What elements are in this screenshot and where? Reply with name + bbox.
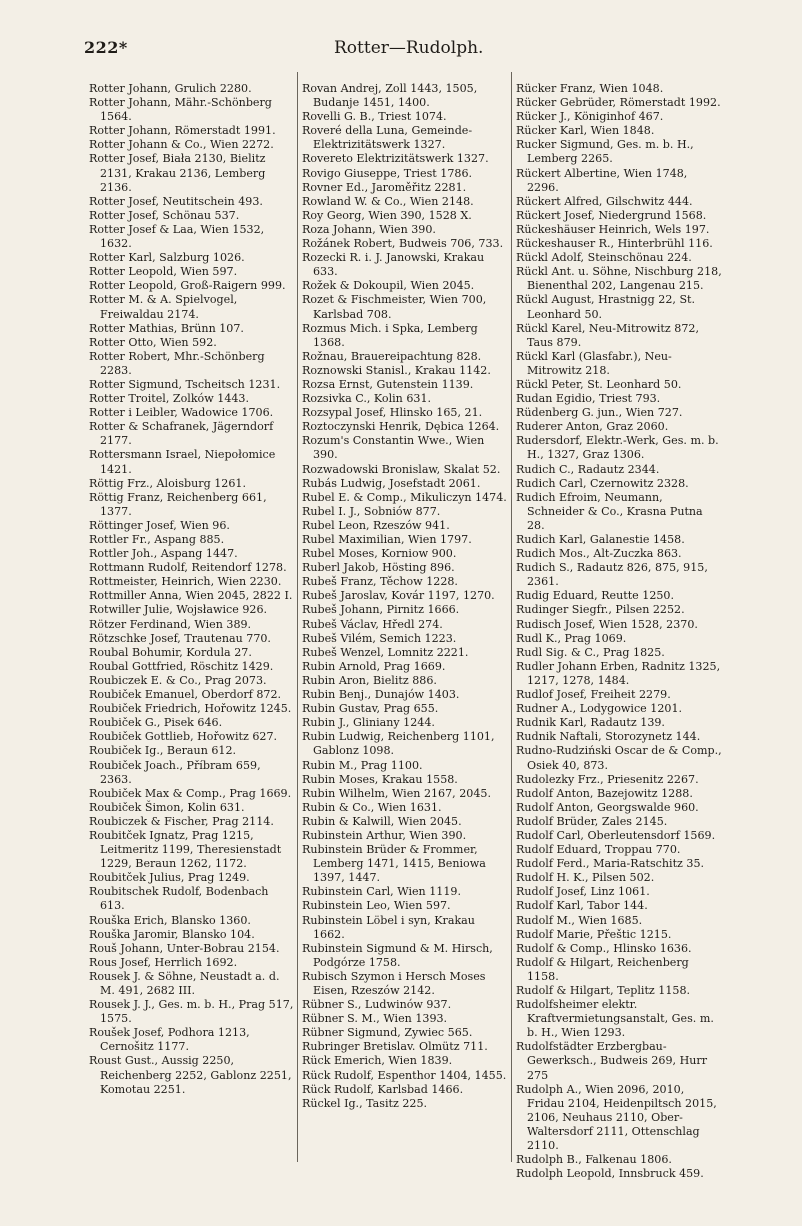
directory-entry: Rowland W. & Co., Wien 2148. <box>302 194 474 208</box>
directory-entry: Rudolf Anton, Georgswalde 960. <box>516 800 699 814</box>
directory-entry: Rovelli G. B., Triest 1074. <box>302 110 447 124</box>
directory-entry: Roubiček Emanuel, Oberdorf 872. <box>89 688 282 702</box>
directory-entry: Rücker Karl, Wien 1848. <box>516 124 655 138</box>
directory-entry: Rudnik Naftali, Storozynetz 144. <box>516 730 701 744</box>
directory-entry: Rotter Johann & Co., Wien 2272. <box>89 138 274 152</box>
directory-entry: Roubiček Max & Comp., Prag 1669. <box>89 786 292 800</box>
directory-entry: Rozecki R. i. J. Janowski, Krakau 633. <box>302 251 485 279</box>
running-head: Rotter—Rudolph. <box>334 38 484 58</box>
directory-entry: Roušek Josef, Podhora 1213, Cernošitz 1177. <box>89 1026 250 1054</box>
directory-entry: Roubiček Ig., Beraun 612. <box>89 744 237 758</box>
directory-entry: Rozet & Fischmeister, Wien 700, Karlsbad 708. <box>302 293 487 321</box>
directory-entry: Rotter Leopold, Groß-Raigern 999. <box>89 279 286 293</box>
directory-entry: Rudolf Karl, Tabor 144. <box>516 899 648 913</box>
directory-entry: Rozmus Mich. i Spka, Lemberg 1368. <box>302 321 478 349</box>
directory-entry: Rotter i Leibler, Wadowice 1706. <box>89 406 274 420</box>
directory-entry: Roubiček Joach., Příbram 659, 2363. <box>89 758 261 786</box>
directory-entry: Rudl K., Prag 1069. <box>516 631 627 645</box>
directory-entry: Rückeshäuser Heinrich, Wels 197. <box>516 222 710 236</box>
directory-entry: Rübner S. M., Wien 1393. <box>302 1012 448 1026</box>
directory-entry: Rubinstein Leo, Wien 597. <box>302 899 451 913</box>
directory-entry: Rotter Josef, Biała 2130, Bielitz 2131, Krakau 2136, Lemberg 2136. <box>89 152 266 194</box>
directory-entry: Roubal Gottfried, Röschitz 1429. <box>89 659 274 673</box>
directory-entry: Rubeš Jaroslav, Kovár 1197, 1270. <box>302 589 495 603</box>
directory-entry: Rudolfstädter Erzbergbau-Gewerksch., Budweis 269, Hurr 275 <box>516 1040 708 1082</box>
directory-entry: Rudolf & Hilgart, Reichenberg 1158. <box>516 955 689 983</box>
directory-entry: Rudolf Carl, Oberleutensdorf 1569. <box>516 828 716 842</box>
directory-entry: Rudolf Josef, Linz 1061. <box>516 885 650 899</box>
directory-entry: Rudich Mos., Alt-Zuczka 863. <box>516 547 682 561</box>
directory-entry: Rüdenberg G. jun., Wien 727. <box>516 406 683 420</box>
directory-entry: Rubeš Wenzel, Lomnitz 2221. <box>302 645 469 659</box>
directory-entry: Rudnik Karl, Radautz 139. <box>516 716 665 730</box>
directory-entry: Rudan Egidio, Triest 793. <box>516 392 661 406</box>
directory-entry: Rubin Arnold, Prag 1669. <box>302 659 446 673</box>
column-rule <box>511 72 512 1162</box>
directory-entry: Rubin Gustav, Prag 655. <box>302 702 439 716</box>
directory-entry: Rotter Otto, Wien 592. <box>89 335 217 349</box>
column-rule <box>297 72 298 1162</box>
directory-entry: Rudolf Eduard, Troppau 770. <box>516 843 681 857</box>
directory-entry: Rozsypal Josef, Hlinsko 165, 21. <box>302 406 483 420</box>
directory-entry: Rudersdorf, Elektr.-Werk, Ges. m. b. H., 1327, Graz 1306. <box>516 434 719 462</box>
page-number: 222* <box>84 38 128 57</box>
directory-entry: Rücker Gebrüder, Römerstadt 1992. <box>516 96 721 110</box>
page-header <box>84 38 718 62</box>
directory-entry: Rudolf M., Wien 1685. <box>516 913 643 927</box>
directory-entry: Rudno-Rudziński Oscar de & Comp., Osiek 40, 873. <box>516 744 722 772</box>
directory-entry: Rozsa Ernst, Gutenstein 1139. <box>302 377 474 391</box>
directory-entry: Röttig Frz., Aloisburg 1261. <box>89 476 246 490</box>
directory-entry: Rotter Leopold, Wien 597. <box>89 265 238 279</box>
directory-entry: Rubel Moses, Korniow 900. <box>302 547 457 561</box>
directory-entry: Rubeš Václav, Hředl 274. <box>302 617 443 631</box>
directory-entry: Rücker J., Königinhof 467. <box>516 110 664 124</box>
directory-entry: Rouš Johann, Unter-Bobrau 2154. <box>89 941 280 955</box>
directory-entry: Rückert Albertine, Wien 1748, 2296. <box>516 166 688 194</box>
directory-entry: Ruberl Jakob, Hösting 896. <box>302 561 455 575</box>
directory-entry: Rubel Leon, Rzeszów 941. <box>302 518 450 532</box>
directory-entry: Rožek & Dokoupil, Wien 2045. <box>302 279 475 293</box>
directory-entry: Rückl August, Hrastnigg 22, St. Leonhard 50. <box>516 293 696 321</box>
directory-entry: Roust Gust., Aussig 2250, Reichenberg 2252, Gablonz 2251, Komotau 2251. <box>89 1054 292 1096</box>
directory-entry: Rubinstein Löbel i syn, Krakau 1662. <box>302 913 475 941</box>
directory-entry: Rudig Eduard, Reutte 1250. <box>516 589 675 603</box>
directory-entry: Rotter Josef, Schönau 537. <box>89 208 240 222</box>
directory-entry: Rubin Benj., Dunajów 1403. <box>302 688 460 702</box>
directory-entry: Rožánek Robert, Budweis 706, 733. <box>302 237 504 251</box>
directory-entry: Rousek J. J., Ges. m. b. H., Prag 517, 1575. <box>89 998 294 1026</box>
directory-entry: Rottler Fr., Aspang 885. <box>89 533 225 546</box>
directory-entry: Rötzschke Josef, Trautenau 770. <box>89 631 271 645</box>
directory-entry: Rückl Karl (Glasfabr.), Neu-Mitrowitz 218. <box>516 349 672 377</box>
directory-entry: Rudler Johann Erben, Radnitz 1325, 1217, 1278, 1484. <box>516 659 721 687</box>
directory-entry: Rückl Karel, Neu-Mitrowitz 872, Taus 879. <box>516 321 699 349</box>
directory-entry: Rudolf Anton, Bazejowitz 1288. <box>516 786 693 800</box>
directory-entry: Rückeshauser R., Hinterbrühl 116. <box>516 237 713 251</box>
directory-entry: Rubin J., Gliniany 1244. <box>302 716 435 730</box>
directory-entry: Rück Rudolf, Espenthor 1404, 1455. <box>302 1068 507 1082</box>
directory-entry: Roubiček Friedrich, Hořowitz 1245. <box>89 702 292 716</box>
directory-entry: Rotter Johann, Mähr.-Schönberg 1564. <box>89 96 272 124</box>
directory-entry: Roubiczek E. & Co., Prag 2073. <box>89 673 267 687</box>
directory-entry: Rozsivka C., Kolin 631. <box>302 392 432 406</box>
directory-entry: Rückl Adolf, Steinschönau 224. <box>516 251 692 265</box>
directory-entry: Rotter M. & A. Spielvogel, Freiwaldau 2174. <box>89 293 238 321</box>
directory-entry: Rudner A., Lodygowice 1201. <box>516 702 683 716</box>
directory-entry: Rotwiller Julie, Wojsławice 926. <box>89 603 268 617</box>
directory-entry: Rückel Ig., Tasitz 225. <box>302 1096 428 1110</box>
directory-entry: Rubeš Franz, Těchow 1228. <box>302 575 458 589</box>
directory-entry: Rudich Karl, Galanestie 1458. <box>516 533 685 546</box>
directory-entry: Rubel I. J., Sobniów 877. <box>302 504 441 518</box>
directory-entry: Rovigo Giuseppe, Triest 1786. <box>302 166 473 180</box>
directory-entry: Rožnau, Brauereipachtung 828. <box>302 349 482 363</box>
directory-entry: Roveré della Luna, Gemeinde-Elektrizitätswerk 1327. <box>302 124 473 152</box>
directory-entry: Rovan Andrej, Zoll 1443, 1505, Budanje 1451, 1400. <box>302 82 478 110</box>
directory-entry: Röttig Franz, Reichenberg 661, 1377. <box>89 490 267 518</box>
directory-entry: Rotter Sigmund, Tscheitsch 1231. <box>89 377 281 391</box>
column-3 <box>516 82 722 1181</box>
directory-entry: Rückl Peter, St. Leonhard 50. <box>516 377 682 391</box>
directory-entry: Rubin Ludwig, Reichenberg 1101, Gablonz 1098. <box>302 730 495 758</box>
directory-entry: Roubal Bohumir, Kordula 27. <box>89 645 252 659</box>
directory-entry: Rubinstein Brüder & Frommer, Lemberg 1471, 1415, Beniowa 1397, 1447. <box>302 843 486 885</box>
directory-entry: Rübner S., Ludwinów 937. <box>302 998 452 1012</box>
directory-entry: Roubitschek Rudolf, Bodenbach 613. <box>89 885 269 913</box>
directory-entry: Rudich Carl, Czernowitz 2328. <box>516 476 689 490</box>
directory-entry: Rotter Johann, Grulich 2280. <box>89 82 252 95</box>
directory-entry: Rottersmann Israel, Niepołomice 1421. <box>89 448 276 476</box>
directory-entry: Rubin & Co., Wien 1631. <box>302 800 442 814</box>
directory-entry: Rudlof Josef, Freiheit 2279. <box>516 688 671 702</box>
directory-entry: Rotter Josef, Neutitschein 493. <box>89 194 263 208</box>
directory-entry: Rotter Johann, Römerstadt 1991. <box>89 124 276 138</box>
directory-entry: Rudolf Marie, Přeštic 1215. <box>516 927 672 941</box>
directory-entry: Rotter Josef & Laa, Wien 1532, 1632. <box>89 222 265 251</box>
column-1 <box>89 82 294 1097</box>
directory-entry: Rudl Sig. & C., Prag 1825. <box>516 645 665 659</box>
directory-entry: Rudolf H. K., Pilsen 502. <box>516 871 655 885</box>
directory-entry: Rudolezky Frz., Priesenitz 2267. <box>516 772 699 786</box>
directory-entry: Rubin Wilhelm, Wien 2167, 2045. <box>302 786 491 800</box>
directory-entry: Rudinger Siegfr., Pilsen 2252. <box>516 603 685 617</box>
directory-entry: Rudolph Leopold, Innsbruck 459. <box>516 1167 704 1181</box>
directory-entry: Rudolf Brüder, Zales 2145. <box>516 814 668 828</box>
directory-entry: Rubel E. & Comp., Mikuliczyn 1474. <box>302 490 507 504</box>
directory-entry: Röttinger Josef, Wien 96. <box>89 518 230 532</box>
directory-entry: Rubisch Szymon i Hersch Moses Eisen, Rzeszów 2142. <box>302 969 486 997</box>
directory-entry: Rubás Ludwig, Josefstadt 2061. <box>302 476 481 490</box>
directory-entry: Rotter & Schafranek, Jägerndorf 2177. <box>89 420 274 448</box>
directory-entry: Rottmiller Anna, Wien 2045, 2822 I. <box>89 589 293 603</box>
directory-entry: Rucker Sigmund, Ges. m. b. H., Lemberg 2265. <box>516 138 694 166</box>
directory-entry: Rückert Alfred, Gilschwitz 444. <box>516 194 693 208</box>
directory-entry: Rubringer Bretislav. Olmütz 711. <box>302 1040 488 1054</box>
directory-entry: Ruderer Anton, Graz 2060. <box>516 420 669 434</box>
directory-entry: Rubinstein Arthur, Wien 390. <box>302 828 467 842</box>
directory-entry: Rozwadowski Bronislaw, Skalat 52. <box>302 462 501 476</box>
directory-entry: Rubin M., Prag 1100. <box>302 758 423 772</box>
directory-entry: Rübner Sigmund, Zywiec 565. <box>302 1026 473 1040</box>
directory-entry: Rotter Robert, Mhr.-Schönberg 2283. <box>89 349 265 377</box>
directory-entry: Roznowski Stanisl., Krakau 1142. <box>302 363 491 377</box>
directory-entry: Rotter Karl, Salzburg 1026. <box>89 251 245 265</box>
directory-entry: Rubin Aron, Bielitz 886. <box>302 673 437 687</box>
directory-entry: Roubiček Šimon, Kolin 631. <box>89 800 245 814</box>
directory-entry: Rudolf Ferd., Maria-Ratschitz 35. <box>516 857 705 871</box>
directory-entry: Rückert Josef, Niedergrund 1568. <box>516 208 707 222</box>
directory-entry: Roubiczek & Fischer, Prag 2114. <box>89 814 274 828</box>
directory-entry: Rozum's Constantin Wwe., Wien 390. <box>302 434 485 462</box>
directory-entry: Rouška Jaromir, Blansko 104. <box>89 927 255 941</box>
directory-entry: Rottmeister, Heinrich, Wien 2230. <box>89 575 282 589</box>
directory-entry: Rottmann Rudolf, Reitendorf 1278. <box>89 561 287 575</box>
directory-entry: Roza Johann, Wien 390. <box>302 222 436 236</box>
directory-entry: Rovereto Elektrizitätswerk 1327. <box>302 152 489 166</box>
directory-entry: Rudolfsheimer elektr. Kraftvermietungsanstalt, Ges. m. b. H., Wien 1293. <box>516 998 714 1040</box>
directory-entry: Rück Emerich, Wien 1839. <box>302 1054 453 1068</box>
directory-entry: Roubitček Ignatz, Prag 1215, Leitmeritz 1199, Theresienstadt 1229, Beraun 1262, 1172. <box>89 828 282 871</box>
directory-entry: Rouška Erich, Blansko 1360. <box>89 913 251 927</box>
directory-entry: Rubin & Kalwill, Wien 2045. <box>302 814 462 828</box>
directory-entry: Rück Rudolf, Karlsbad 1466. <box>302 1082 464 1096</box>
directory-entry: Rückl Ant. u. Söhne, Nischburg 218, Bienenthal 202, Langenau 215. <box>516 265 722 293</box>
directory-entry: Rudich C., Radautz 2344. <box>516 462 660 476</box>
directory-entry: Rubeš Vilém, Semich 1223. <box>302 631 457 645</box>
directory-entry: Rudolph B., Falkenau 1806. <box>516 1153 672 1167</box>
directory-entry: Rudisch Josef, Wien 1528, 2370. <box>516 617 698 631</box>
directory-entry: Rovner Ed., Jaroměřitz 2281. <box>302 180 467 194</box>
directory-entry: Rudolf & Comp., Hlinsko 1636. <box>516 941 692 955</box>
directory-entry: Roubitček Julius, Prag 1249. <box>89 871 250 885</box>
directory-entry: Roztoczynski Henrik, Dębica 1264. <box>302 420 500 434</box>
directory-entry: Roubiček G., Pisek 646. <box>89 716 223 730</box>
directory-entry: Rücker Franz, Wien 1048. <box>516 82 664 95</box>
directory-entry: Rubel Maximilian, Wien 1797. <box>302 533 472 546</box>
directory-entry: Rubinstein Sigmund & M. Hirsch, Podgórze 1758. <box>302 941 493 969</box>
directory-entry: Rotter Troitel, Zolków 1443. <box>89 392 250 406</box>
directory-entry: Rubeš Johann, Pirnitz 1666. <box>302 603 460 617</box>
directory-entry: Rudolph A., Wien 2096, 2010, Fridau 2104, Heidenpiltsch 2015, 2106, Neuhaus 2110, Ober-Waltersdorf 2111, Ottenschlag 2110. <box>516 1082 717 1153</box>
directory-entry: Roubiček Gottlieb, Hořowitz 627. <box>89 730 278 744</box>
directory-entry: Rubinstein Carl, Wien 1119. <box>302 885 461 899</box>
directory-entry: Rudolf & Hilgart, Teplitz 1158. <box>516 984 691 997</box>
directory-entry: Rottler Joh., Aspang 1447. <box>89 547 238 561</box>
directory-entry: Roy Georg, Wien 390, 1528 X. <box>302 208 472 222</box>
directory-entry: Rudich S., Radautz 826, 875, 915, 2361. <box>516 561 708 589</box>
column-2 <box>302 82 507 1111</box>
directory-entry: Rubin Moses, Krakau 1558. <box>302 772 458 786</box>
directory-entry: Rötzer Ferdinand, Wien 389. <box>89 617 252 631</box>
directory-entry: Rousek J. & Söhne, Neustadt a. d. M. 491, 2682 III. <box>89 969 280 997</box>
directory-entry: Rudich Efroim, Neumann, Schneider & Co., Krasna Putna 28. <box>516 490 703 532</box>
directory-entry: Rous Josef, Herrlich 1692. <box>89 955 238 969</box>
directory-entry: Rotter Mathias, Brünn 107. <box>89 321 244 335</box>
